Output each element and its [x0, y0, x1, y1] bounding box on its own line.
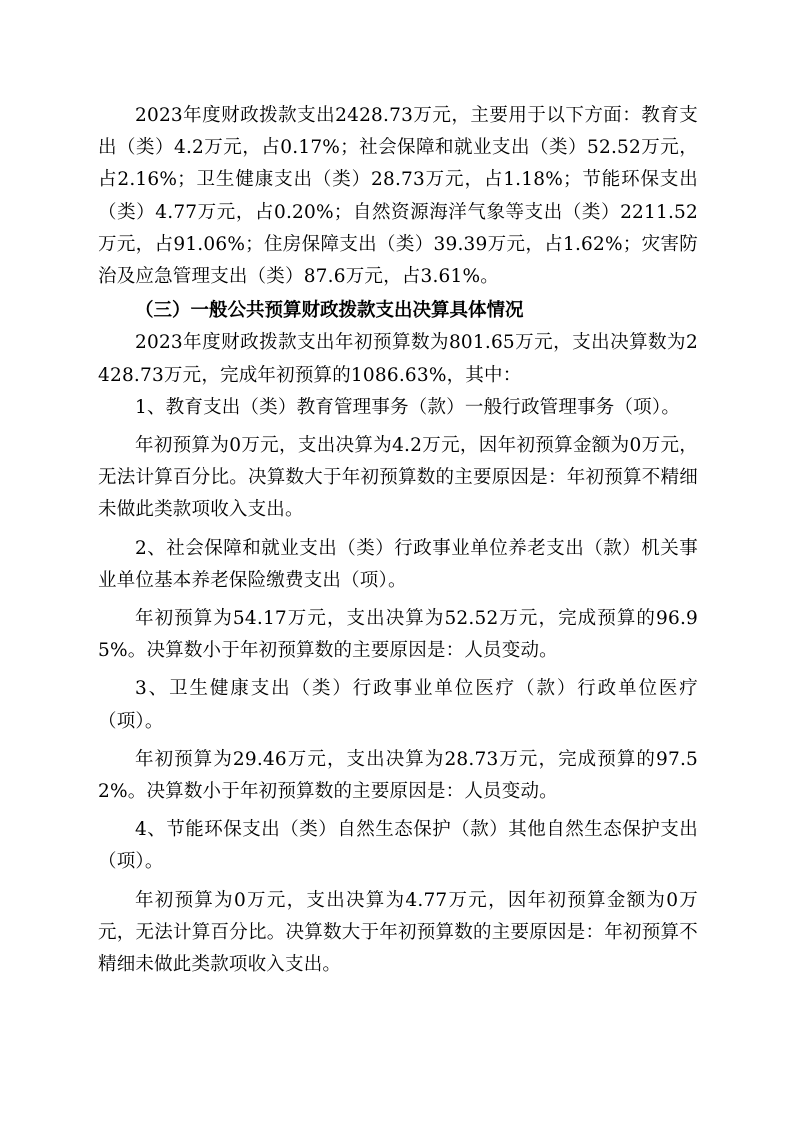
- item2-title: 2、社会保障和就业支出（类）行政事业单位养老支出（款）机关事业单位基本养老保险缴费支出（项）。: [98, 537, 698, 591]
- item3-title: 3、卫生健康支出（类）行政事业单位医疗（款）行政单位医疗（项）。: [98, 678, 698, 732]
- item4-body: 年初预算为0万元，支出决算为4.77万元，因年初预算金额为0万元，无法计算百分比。决算数大于年初预算数的主要原因是：年初预算不精细未做此类款项收入支出。: [98, 889, 698, 976]
- item3-body: 年初预算为29.46万元，支出决算为28.73万元，完成预算的97.52%。决算数小于年初预算数的主要原因是：人员变动。: [98, 748, 698, 803]
- intro-paragraph: 2023年度财政拨款支出2428.73万元，主要用于以下方面：教育支出（类）4.2万元，占0.17%；社会保障和就业支出（类）52.52万元，占2.16%；卫生健康支出（类）28.73万元，占1.18%；节能环保支出（类）4.77万元，占0.20%；自然资源海洋气象等支出（类）2211.52万元，占91.06%；住房保障支出（类）39.39万元，占1.62%；灾害防治及应急管理支出（类）87.6万元，占3.61%。: [98, 105, 698, 288]
- item1-body: 年初预算为0万元，支出决算为4.2万元，因年初预算金额为0万元，无法计算百分比。决算数大于年初预算数的主要原因是：年初预算不精细未做此类款项收入支出。: [98, 435, 698, 521]
- item1-title: 1、教育支出（类）教育管理事务（款）一般行政管理事务（项）。: [135, 396, 681, 418]
- item2-body: 年初预算为54.17万元，支出决算为52.52万元，完成预算的96.95%。决算数小于年初预算数的主要原因是：人员变动。: [98, 608, 698, 662]
- summary-paragraph: 2023年度财政拨款支出年初预算数为801.65万元，支出决算数为2428.73万元，完成年初预算的1086.63%，其中：: [98, 332, 698, 386]
- section-heading: （三）一般公共预算财政拨款支出决算具体情况: [135, 300, 524, 322]
- item4-title: 4、节能环保支出（类）自然生态保护（款）其他自然生态保护支出（项）。: [98, 819, 698, 873]
- document-body: [98, 100, 698, 981]
